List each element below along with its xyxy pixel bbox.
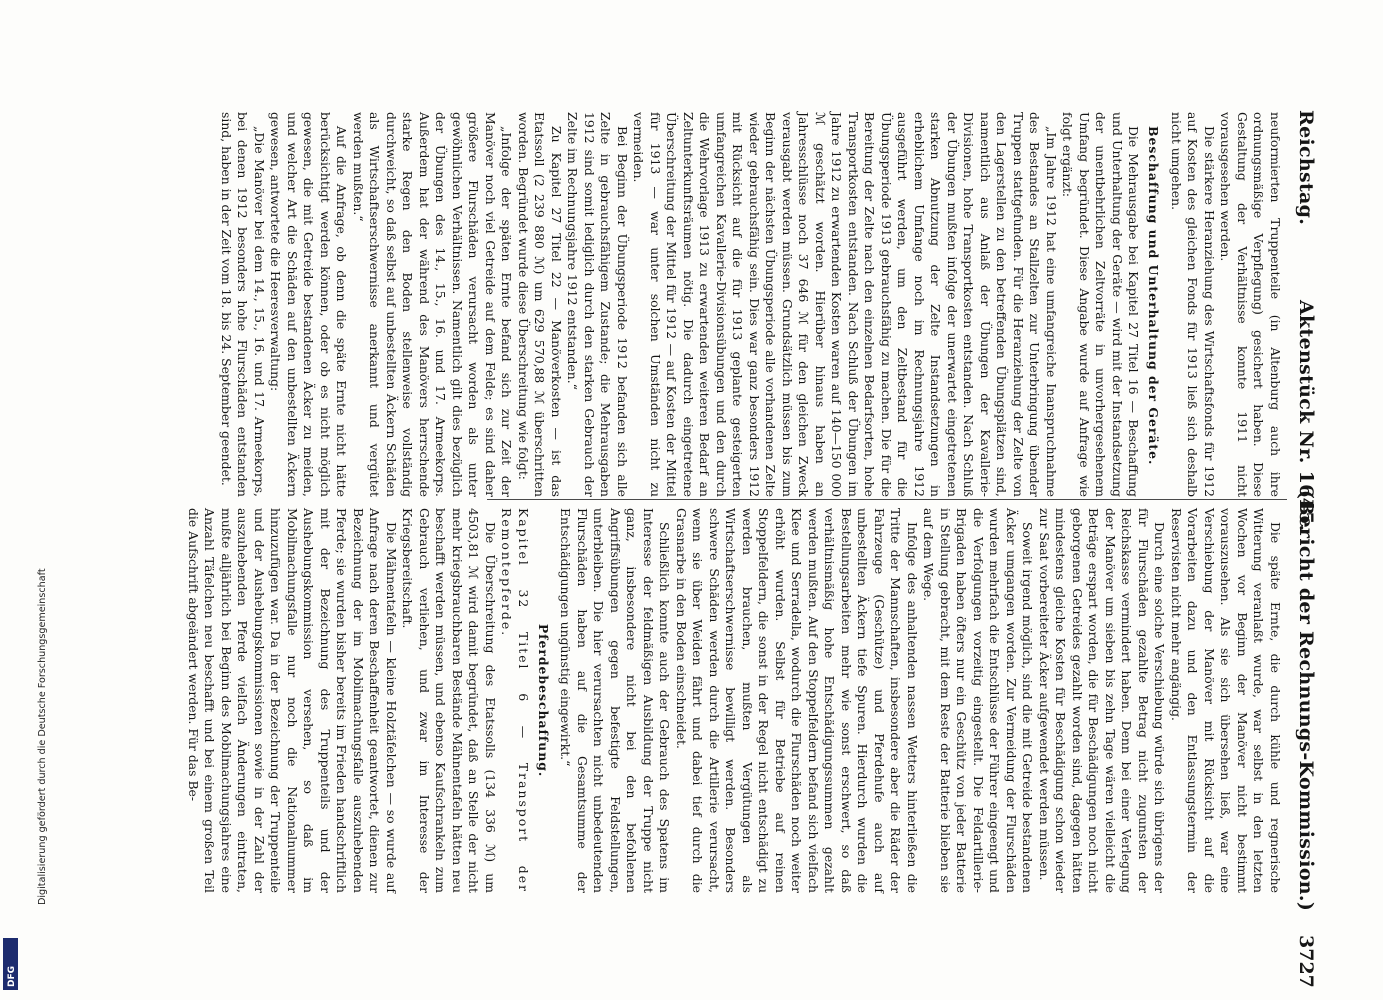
digitization-credit <box>30 0 50 905</box>
paragraph: Durch eine solche Verschiebung würde sich übrigens der für Flurschäden gezahlte Betrag nicht zugunsten der Reichskasse vermindert haben. Denn bei einer Verlegung der Manöver um sieben bis zehn Tage wären vielleicht die Beträge erspart worden, die für Beschädigungen noch nicht geborgenen Getreides gezahlt worden sind, dagegen hätten mindestens gleiche Kosten für Beschädigung schon wieder zur Saat vorbereiteter Äcker aufgewendet werden müssen. <box>1037 508 1168 893</box>
paragraph: Die Mehrausgabe bei Kapitel 27 Titel 16 — Beschaffung und Unterhaltung der Geräte — wird mit der Instandsetzung der unentbehrlichen Zeltvorräte in unvorhergesehenem Umfang begründet. Diese Angabe wurde auf Anfrage wie folgt ergänzt: <box>1060 112 1142 497</box>
page-number: 3727 <box>1295 935 1317 988</box>
paragraph: „Infolge der späten Ernte befand sich zur Zeit der Manöver noch viel Getreide auf dem Felde; es sind daher größere Flurschäden verursacht worden als unter gewöhnlichen Verhältnissen. Namentlich gilt dies bezüglich der Übungen des 14., 15., 16. und 17. Armeekorps. Außerdem hat der während des Manövers herrschende starke Regen den Boden stellenweise vollständig durchweicht, so daß selbst auf unbestellten Äckern Schäden als Wirtschaftserschwernisse anerkannt und vergütet werden mußten.“ <box>351 112 515 497</box>
column-divider <box>487 499 1287 500</box>
chapter-line: Kapitel 32 Titel 6 — Transport der Remontepferde. <box>499 508 531 893</box>
paragraph: Infolge des anhaltenden nassen Wetters hinterließen die Tritte der Mannschaften, insbesondere aber die Räder der Fahrzeuge (Geschütze) und Pferdehufe auch auf unbestellten Äckern tiefe Spuren. Hierdurch wurden die Bestellungsarbeiten mehr wie sonst erschwert, so daß verhältnismäßig hohe Entschädigungssummen gezahlt werden mußten. Auf den Stoppelfeldern befand sich vielfach Klee und Serradella, wodurch die Flurschäden noch weiter erhöht wurden. Selbst für Betriebe auf reinen Stoppelfeldern, die sonst in der Regel nicht entschädigt zu werden brauchen, mußten Vergütungen als Wirtschaftserschwernisse bewilligt werden. Besonders schwere Schäden werden durch die Artillerie verursacht, wenn sie über Weiden fährt und dabei tief durch die Grasnarbe in den Boden einschneidet. <box>674 508 920 893</box>
paragraph: Die stärkere Heranziehung des Wirtschaftsfonds für 1912 auf Kosten des gleichen Fonds für 1913 ließ sich deshalb nicht umgehen. <box>1169 112 1217 497</box>
section-heading: Pferdebeschaffung. <box>536 623 551 778</box>
paragraph: Soweit irgend möglich, sind die mit Getreide bestandenen Äcker umgangen worden. Zur Vermeidung der Flurschäden wurden mehrfach die Entschlüsse der Führer eingeengt und die Verfolgungen vorzeitig eingestellt. Die Feldartillerie-Brigaden haben öfters nur ein Geschütz von jeder Batterie in Stellung gebracht, mit dem Reste der Batterie blieben sie auf dem Wege. <box>921 508 1036 893</box>
paragraph: „Die Manöver bei dem 14., 15., 16. und 17. Armeekorps, bei denen 1912 besonders hohe Flurschäden entstanden sind, haben in der Zeit vom 18. bis 24. September geendet. <box>219 112 267 497</box>
paragraph: Die späte Ernte, die durch kühle und regnerische Witterung veranlaßt wurde, war selbst in den letzten Wochen vor Beginn der Manöver nicht bestimmt vorauszusehen. Als sie sich übersehen ließ, war eine Verschiebung der Manöver mit Rücksicht auf die Vorarbeiten dazu und den Entlassungstermin der Reservisten nicht mehr angängig. <box>1169 508 1283 893</box>
section-heading: Beschaffung und Unterhaltung der Geräte. <box>1146 126 1162 466</box>
credit-text: Digitalisierung gefördert durch die Deutsche Forschungsgemeinschaft <box>37 568 48 905</box>
dfg-logo-text: DFG <box>7 965 17 987</box>
header-right: (Bericht der Rechnungs-Kommission.) <box>1295 490 1317 912</box>
paragraph: Auf die Anfrage, ob denn die späte Ernte nicht hätte berücksichtigt werden können, oder ob es nicht möglich gewesen, die mit Getreide bestandenen Äcker zu meiden, und welcher Art die Schäden auf den unbestellten Äckern gewesen, antwortete die Heeresverwaltung: <box>268 112 350 497</box>
paragraph: Schließlich konnte auch der Gebrauch des Spatens im Interesse der feldmäßigen Ausbildung der Truppe nicht ganz, insbesondere nicht bei den befohlenen Angriffsübungen gegen befestigte Feldstellungen, unterbleiben. Die hier verursachten nicht unbedeutenden Flurschäden haben auf die Gesamtsumme der Entschädigungen ungünstig eingewirkt.“ <box>558 508 673 893</box>
header-center: Aktenstück Nr. 1645. <box>1295 300 1317 532</box>
paragraph: „Im Jahre 1912 hat eine umfangreiche Inanspruchnahme des Bestandes an Stallzelten zur Unterbringung übender Truppen stattgefunden. Für die Heranziehung der Zelte von den Lagerstellen zu den betreffenden Übungsplätzen sind, namentlich aus Anlaß der Übungen der Kavallerie-Divisionen, hohe Transportkosten entstanden. Nach Schluß der Übungen mußten infolge der unerwartet eingetretenen starken Abnutzung der Zelte Instandsetzungen in erheblichem Umfange noch im Rechnungsjahre 1912 ausgeführt werden, um den Zeltbestand für die Übungsperiode 1913 gebrauchsfähig zu machen. Die für die Bereitung der Zelte nach den einzelnen Bedarfsorten, hohe Transportkosten entstanden. Nach Schluß der Übungen im Jahre 1912 zu erwartenden Kosten waren auf 140—150 000 ℳ geschätzt worden. Hierüber hinaus haben an Jahresschlüsse noch 37 646 ℳ für den gleichen Zweck verausgabt werden müssen. Grundsätzlich müssen bis zum Beginn der nächsten Übungsperiode alle vorhandenen Zelte wieder gebrauchsfähig sein. Dies war ganz besonders 1912 mit Rücksicht auf die für 1913 geplante gesteigerten umfangreichen Kavallerie-Divisionsübungen und den durch die Wehrvorlage 1913 zu erwartenden weiteren Bedarf an Zeltunterkunftsräumen nötig. Die dadurch eingetretene Überschreitung der Mittel für 1912 — auf Kosten der Mittel für 1913 — war unter solchen Umständen nicht zu vermeiden. <box>631 112 1059 497</box>
paragraph: Zu Kapitel 27 Titel 22 — Manöverkosten — ist das Etatssoll (2 239 880 ℳ) um 629 570,88 ℳ überschritten worden. Begründet wurde diese Überschreitung wie folgt: <box>516 112 564 497</box>
paragraph: Die Überschreitung des Etatssolls (134 336 ℳ) um 4503,81 ℳ wird damit begründet, daß an Stelle der nicht mehr kriegsbrauchbaren Bestände Mähnentafeln hätten neu beschafft werden müssen, und ebenso Kaufschrankeln zum Gebrauch verliehen, und zwar im Interesse der Kriegsbereitschaft. <box>400 508 498 893</box>
left-column <box>218 112 1284 497</box>
paragraph: Bei Beginn der Übungsperiode 1912 befanden sich alle Zelte in gebrauchsfähigem Zustande; die Mehrausgaben 1912 sind somit lediglich durch den starken Gebrauch der Zelte im Rechnungsjahre 1912 entstanden.“ <box>565 112 630 497</box>
paragraph: Die Mähnentafeln — kleine Holztäfelchen — so wurde auf Anfrage nach deren Beschaffenheit geantwortet, dienen zur Bezeichnung der im Mobilmachungsfalle auszuhebenden Pferde; sie wurden bisher bereits im Frieden handschriftlich mit der Bezeichnung des Truppenteils und der Aushebungskommission versehen, so daß im Mobilmachungsfalle nur noch die Nationalnummer hinzuzufügen war. Da in der Bezeichnung der Truppenteile und der Aushebungskommissionen sowie in der Zahl der auszuhebenden Pferde vielfach Änderungen eintraten, mußte alljährlich bei Beginn des Mobilmachungsjahres eine Anzahl Täfelchen neu beschafft und bei einem großen Teil die Aufschrift abgeändert werden. Für das Be- <box>186 508 399 893</box>
paragraph: neuformierten Truppenteile (in Altenburg auch ihre ordnungsmäßige Verpflegung) gesichert haben. Diese Gestaltung der Verhältnisse konnte 1911 nicht vorausgesehen werden. <box>1218 112 1283 497</box>
dfg-logo <box>3 938 18 990</box>
right-column <box>185 508 1284 893</box>
header-left: Reichstag. <box>1295 110 1317 226</box>
